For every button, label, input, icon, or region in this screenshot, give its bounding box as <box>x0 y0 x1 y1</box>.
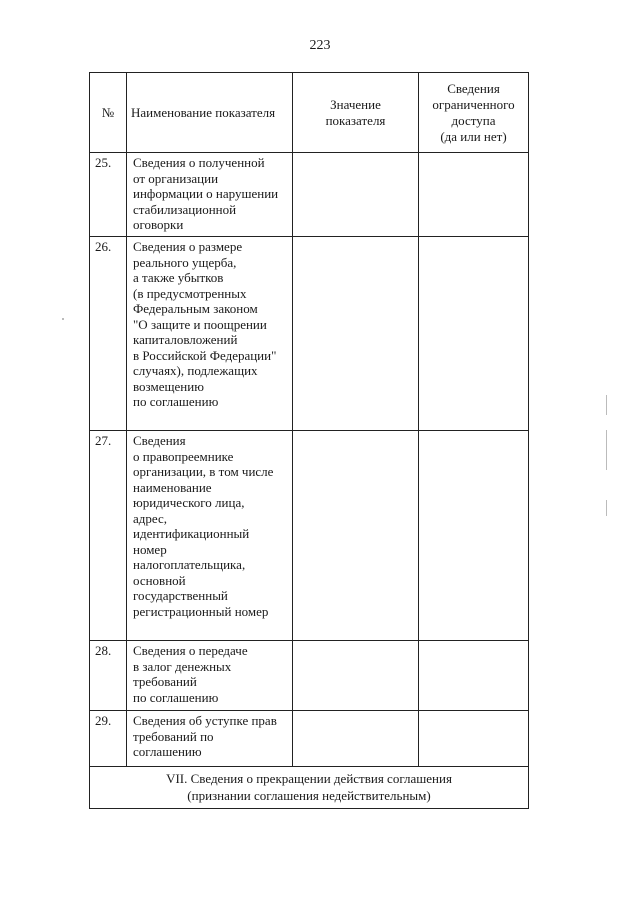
row-indicator-name: Сведения об уступке прав требований по соглашению <box>127 711 293 767</box>
header-restricted-access: Сведения ограниченного доступа (да или нет) <box>419 73 529 153</box>
row-value-cell <box>293 711 419 767</box>
row-number: 26. <box>90 237 127 431</box>
header-value: Значение показателя <box>293 73 419 153</box>
row-restricted-cell <box>419 431 529 641</box>
table-row <box>90 153 529 237</box>
scan-speck <box>606 500 607 516</box>
row-number: 25. <box>90 153 127 237</box>
table-row <box>90 711 529 767</box>
scan-speck <box>606 395 607 415</box>
scan-speck <box>62 318 64 320</box>
row-restricted-cell <box>419 641 529 711</box>
table-row <box>90 237 529 431</box>
header-num: № <box>90 73 127 153</box>
row-restricted-cell <box>419 711 529 767</box>
row-indicator-name: Сведения о правопреемнике организации, в том числе наименование юридического лица, адрес, идентификационный номер налогоплательщика, основной государственный регистрационный номер <box>127 431 293 641</box>
table-row <box>90 641 529 711</box>
page-number: 223 <box>309 38 331 53</box>
row-value-cell <box>293 431 419 641</box>
row-number: 27. <box>90 431 127 641</box>
row-value-cell <box>293 153 419 237</box>
header-indicator-name: Наименование показателя <box>127 73 293 153</box>
indicators-table <box>89 72 529 809</box>
table-header-row <box>90 73 529 153</box>
row-number: 29. <box>90 711 127 767</box>
row-restricted-cell <box>419 153 529 237</box>
row-value-cell <box>293 237 419 431</box>
row-number: 28. <box>90 641 127 711</box>
table-row <box>90 431 529 641</box>
section-title: VII. Сведения о прекращении действия соглашения (признании соглашения недействительным) <box>90 767 529 809</box>
row-indicator-name: Сведения о полученной от организации информации о нарушении стабилизационной оговорки <box>127 153 293 237</box>
row-value-cell <box>293 641 419 711</box>
scan-speck <box>606 430 607 470</box>
row-indicator-name: Сведения о размере реального ущерба, а также убытков (в предусмотренных Федеральным законом "О защите и поощрении капиталовложений в Российской Федерации" случаях), подлежащих возмещению по соглашению <box>127 237 293 431</box>
row-restricted-cell <box>419 237 529 431</box>
row-indicator-name: Сведения о передаче в залог денежных требований по соглашению <box>127 641 293 711</box>
section-row <box>90 767 529 809</box>
